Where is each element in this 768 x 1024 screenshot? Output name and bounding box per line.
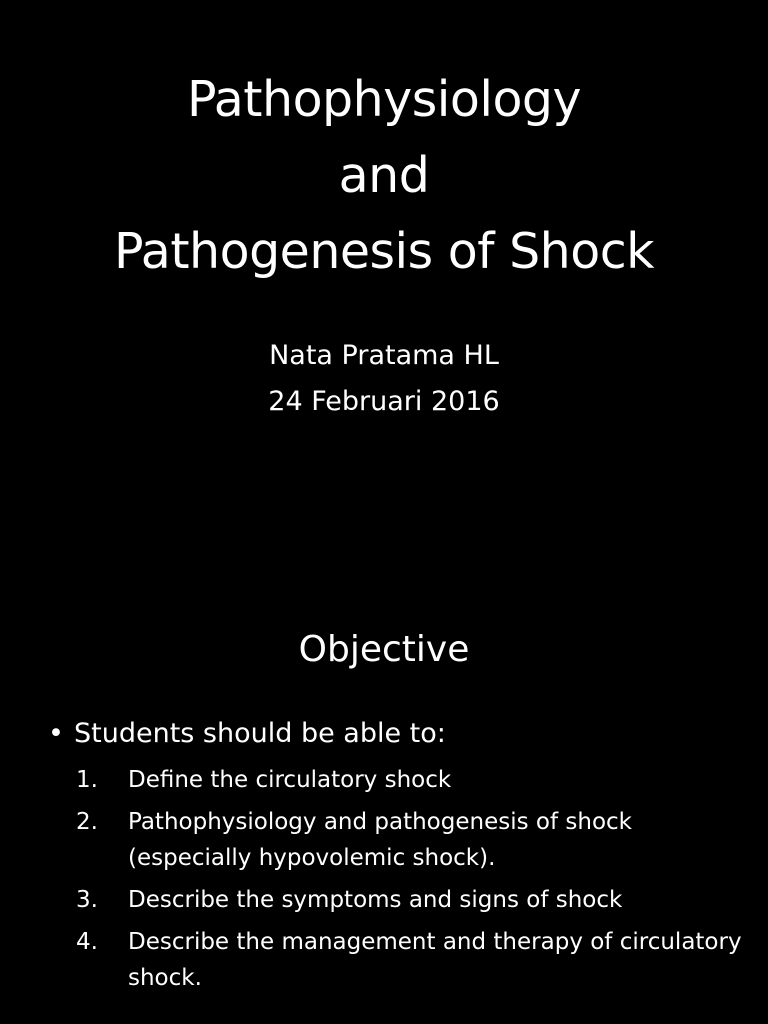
bullet-marker: • [48,718,64,749]
list-item-text: Pathophysiology and pathogenesis of shock (especially hypovolemic shock). [128,809,632,871]
list-item-number: 3. [76,887,98,913]
list-item [76,804,756,876]
objective-heading: Objective [298,629,470,670]
slide-subtitle [0,333,768,425]
objective-list [76,762,756,1002]
presentation-date: 24 Februari 2016 [268,386,500,417]
author-name: Nata Pratama HL [269,340,499,371]
bullet-text: Students should be able to: [74,718,446,749]
title-line-3: Pathogenesis of Shock [113,223,655,280]
objective-slide [0,512,768,1024]
list-item-number: 4. [76,929,98,955]
list-item-text: Define the circulatory shock [128,767,452,793]
title-line-1: Pathophysiology [186,71,582,128]
list-item [76,924,756,996]
list-item-text: Describe the symptoms and signs of shock [128,887,623,913]
list-item-number: 2. [76,809,98,835]
bullet-item [48,714,446,754]
title-line-2: and [338,147,430,204]
list-item [76,882,756,918]
slide-title [0,62,768,290]
list-item-number: 1. [76,767,98,793]
list-item-text: Describe the management and therapy of circulatory shock. [128,929,742,991]
list-item [76,762,756,798]
